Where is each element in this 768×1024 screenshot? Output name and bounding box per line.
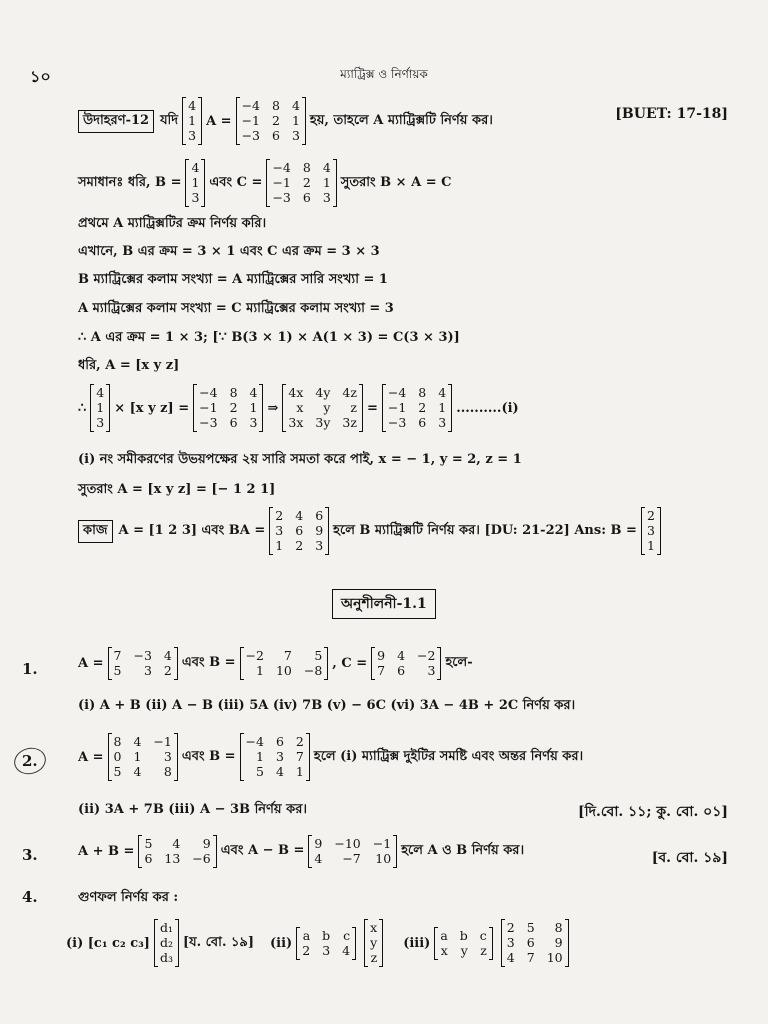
- q1-c-matrix: [371, 648, 441, 679]
- q3-ebong: এবং A − B =: [220, 843, 305, 858]
- q4-p2-matrix-cell: c: [343, 927, 351, 943]
- q2-a-matrix-cell: −1: [153, 734, 172, 749]
- q4-p3-matrix-cell: x: [440, 942, 448, 958]
- line-1: প্রথমে A ম্যাট্রিক্সটির ক্রম নির্ণয় করি।: [78, 216, 267, 231]
- eq-c2-matrix-cell: −4: [387, 385, 407, 400]
- q4-p3-n-matrix-cell: 3: [506, 935, 515, 950]
- result-line-1: (i) নং সমীকরণের উভয়পক্ষের ২য় সারি সমতা করে পাই, x = − 1, y = 2, z = 1: [78, 452, 522, 467]
- q4-parts-line: [66, 920, 573, 966]
- eq-c2-matrix-cell: −1: [387, 400, 407, 415]
- eq-product-matrix-cell: 4z: [342, 385, 357, 400]
- q4-p2-col-matrix-cell: y: [370, 935, 378, 950]
- q1-a-matrix-cell: 4: [163, 648, 172, 663]
- q4-title: গুণফল নির্ণয় কর :: [78, 890, 179, 905]
- solution-c-matrix-cell: 1: [322, 175, 331, 190]
- q2-a-matrix-cell: 1: [133, 749, 142, 764]
- q4-p3-n-matrix-cell: 6: [526, 935, 535, 950]
- solution-b-matrix-cell: 3: [191, 190, 200, 205]
- q4-p3-n-matrix-cell: 9: [554, 935, 563, 950]
- q1-b-matrix-cell: −8: [303, 663, 323, 678]
- line-5: ∴ A এর ক্রম = 1 × 3; [∵ B(3 × 1) × A(1 × 3) = C(3 × 3)]: [78, 330, 460, 345]
- q2-a-matrix-cell: 8: [163, 764, 172, 779]
- eq-product-matrix-cell: 3z: [342, 415, 357, 430]
- line-3: B ম্যাট্রিক্সের কলাম সংখ্যা = A ম্যাট্রিক্সের সারি সংখ্যা = 1: [78, 272, 388, 287]
- q4-p3-n-matrix-cell: 4: [506, 950, 515, 965]
- q2-ebong-b: এবং B =: [181, 748, 236, 764]
- eq-c2-matrix: [382, 385, 452, 431]
- page-number: ১০: [30, 67, 51, 86]
- q4-p3-n-matrix: [501, 920, 569, 966]
- q2-number: 2.: [22, 752, 38, 770]
- solution-b-matrix: [185, 160, 205, 206]
- kaj-ba-matrix-cell: 9: [315, 523, 324, 538]
- q3-line: [78, 836, 524, 867]
- example-rhs-matrix-cell: 6: [272, 128, 280, 143]
- kaj-ba-matrix-cell: 2: [295, 538, 304, 553]
- q2-a-matrix-cell: 3: [163, 749, 172, 764]
- q3-number: 3.: [22, 846, 38, 864]
- q3-diff-matrix-cell: −10: [334, 836, 361, 851]
- q3-source: [ব. বো. ১৯]: [651, 850, 728, 866]
- kaj-line: [78, 508, 665, 554]
- eq-c-matrix-cell: 6: [229, 415, 238, 430]
- q1-number: 1.: [22, 660, 38, 678]
- q3-diff-matrix-cell: 10: [375, 851, 392, 866]
- q2-a-matrix-cell: 4: [133, 734, 142, 749]
- q4-p1-col-matrix-cell: d₂: [159, 935, 173, 950]
- line-2: এখানে, B এর ক্রম = 3 × 1 এবং C এর ক্রম = 3 × 3: [78, 244, 380, 259]
- solution-head: সমাধানঃ ধরি, B =: [78, 174, 182, 190]
- example-col-matrix: [182, 98, 202, 144]
- q1-hole: হলে-: [445, 655, 473, 670]
- eq-product-matrix-cell: z: [350, 400, 357, 415]
- q2-b-matrix-cell: 6: [275, 734, 284, 749]
- q4-p1-col-matrix-cell: d₃: [159, 950, 173, 965]
- q4-p2-matrix-cell: 2: [302, 942, 311, 958]
- q2-b-matrix-cell: 1: [256, 749, 264, 764]
- eq-product-matrix-cell: 4y: [315, 385, 331, 400]
- q4-p2-matrix-cell: b: [322, 927, 331, 943]
- q4-p3-n-matrix-cell: 5: [526, 920, 535, 935]
- q4-p3-matrix-cell: y: [460, 942, 468, 958]
- eq-c-matrix: [193, 385, 263, 431]
- kaj-ba-matrix-cell: 4: [295, 508, 304, 523]
- q1-c-matrix-cell: 3: [427, 663, 436, 678]
- example-rhs-matrix-cell: −1: [241, 113, 261, 128]
- eq-c-matrix-cell: −3: [199, 415, 218, 430]
- q3-diff-matrix-cell: −1: [372, 836, 392, 851]
- solution-sutorang: সুতরাং B × A = C: [340, 174, 452, 190]
- page-header: ম্যাট্রিক্স ও নির্ণায়ক: [340, 67, 428, 81]
- eq-product-matrix-cell: x: [296, 400, 304, 415]
- eq-c-matrix-cell: 4: [249, 385, 258, 400]
- q3-sum-matrix: [138, 836, 216, 867]
- kaj-ba-matrix-cell: 2: [275, 508, 284, 523]
- q1-a-eq: A =: [78, 656, 104, 671]
- q4-p2-col-matrix-cell: z: [370, 950, 378, 965]
- q1-a-matrix-cell: 3: [143, 663, 152, 678]
- eq-c-matrix-cell: −1: [199, 400, 218, 415]
- line-4: A ম্যাট্রিক্সের কলাম সংখ্যা = C ম্যাট্রিক্সের কলাম সংখ্যা = 3: [78, 301, 394, 316]
- q2-b-matrix-cell: 4: [275, 764, 284, 779]
- kaj-ba-matrix-cell: 3: [275, 523, 284, 538]
- q4-p1-source: [য. বো. ১৯]: [182, 934, 255, 950]
- q2-a-matrix-cell: 0: [113, 749, 122, 764]
- q4-p3-n-matrix-cell: 10: [546, 950, 563, 965]
- q2-b-matrix: [240, 734, 310, 780]
- eq-c2-matrix-cell: 2: [418, 400, 427, 415]
- q3-sum: A + B =: [78, 844, 135, 859]
- q3-diff-matrix-cell: 4: [314, 851, 323, 866]
- q2-b-matrix-cell: 5: [256, 764, 264, 779]
- q2-a-matrix-cell: 5: [113, 764, 122, 779]
- kaj-ans-matrix-cell: 3: [646, 523, 655, 538]
- q4-p3-matrix-cell: b: [459, 927, 468, 943]
- solution-c-matrix-cell: −1: [272, 175, 291, 190]
- q3-sum-matrix-cell: 9: [202, 836, 211, 851]
- example-rhs-matrix-cell: 1: [291, 113, 300, 128]
- q1-a-matrix: [108, 648, 178, 679]
- eq-c2-matrix-cell: −3: [387, 415, 407, 430]
- eq-implies: ⇒: [267, 400, 279, 416]
- q4-p2-col-matrix-cell: x: [370, 920, 378, 935]
- q2-b-matrix-cell: 2: [295, 734, 304, 749]
- solution-c-matrix-cell: 2: [302, 175, 311, 190]
- q1-b-matrix-cell: 7: [283, 648, 292, 663]
- q4-p3-n-matrix-cell: 8: [554, 920, 563, 935]
- kaj-ba-matrix-cell: 6: [295, 523, 304, 538]
- q2-source: [দি.বো. ১১; কু. বো. ০১]: [578, 804, 728, 820]
- example-col-matrix-cell: 1: [188, 113, 197, 128]
- eq-product-matrix-cell: y: [323, 400, 331, 415]
- line-6: ধরি, A = [x y z]: [78, 358, 180, 373]
- q1-c-matrix-cell: 4: [397, 648, 406, 663]
- q3-sum-matrix-cell: 4: [172, 836, 181, 851]
- eq-times: × [x y z] =: [114, 400, 190, 416]
- eq-c2-matrix-cell: 8: [418, 385, 427, 400]
- q4-p3-matrix-cell: z: [480, 942, 487, 958]
- eq-c2-matrix-cell: 4: [438, 385, 447, 400]
- kaj-ans-matrix-cell: 2: [646, 508, 655, 523]
- q4-p1-col-matrix: [154, 920, 179, 966]
- kaj-ans-matrix: [641, 508, 661, 554]
- example-label: উদাহরণ-12: [78, 110, 154, 133]
- q2-b-matrix-cell: 1: [295, 764, 304, 779]
- q4-number: 4.: [22, 888, 38, 906]
- kaj-label: কাজ: [78, 520, 113, 543]
- q3-diff-matrix: [308, 836, 397, 867]
- example-rhs-matrix-cell: 2: [272, 113, 280, 128]
- q1-line: [78, 648, 473, 679]
- eq-product-matrix-cell: 3x: [288, 415, 304, 430]
- kaj-ba-matrix-cell: 1: [275, 538, 284, 553]
- q4-p2-matrix-cell: 3: [322, 942, 331, 958]
- kaj-ans-matrix-cell: 1: [646, 538, 655, 553]
- q1-a-matrix-cell: 2: [163, 663, 172, 678]
- eq-c2-matrix-cell: 6: [418, 415, 427, 430]
- solution-c-matrix-cell: 6: [302, 190, 311, 205]
- solution-c-matrix-cell: −4: [272, 160, 291, 175]
- eq-c-matrix-cell: 8: [229, 385, 238, 400]
- q2-b-matrix-cell: 7: [295, 749, 304, 764]
- eq-c-matrix-cell: 2: [229, 400, 238, 415]
- q3-text: হলে A ও B নির্ণয় কর।: [401, 843, 525, 858]
- q1-c-matrix-cell: 7: [377, 663, 386, 678]
- solution-b-matrix-cell: 4: [191, 160, 200, 175]
- q4-p3-n-matrix-cell: 7: [526, 950, 535, 965]
- q4-p2-matrix-cell: 4: [342, 942, 351, 958]
- example-tail: হয়, তাহলে A ম্যাট্রিক্সটি নির্ণয় কর।: [309, 112, 493, 128]
- kaj-text-2: হলে B ম্যাট্রিক্সটি নির্ণয় কর। [DU: 21-22] Ans: B =: [333, 522, 637, 538]
- solution-c-matrix: [266, 160, 336, 206]
- kaj-ba-matrix-cell: 6: [315, 508, 324, 523]
- solution-c-matrix-cell: 3: [322, 190, 331, 205]
- example-rhs-matrix-cell: 4: [291, 98, 300, 113]
- eq-c2-matrix-cell: 3: [438, 415, 447, 430]
- q4-p2-col-matrix: [364, 920, 383, 966]
- q4-p2: (ii): [270, 935, 293, 951]
- example-rhs-matrix: [236, 98, 306, 144]
- eq-col-matrix-cell: 3: [96, 415, 105, 430]
- q2-parts: (ii) 3A + 7B (iii) A − 3B নির্ণয় কর।: [78, 802, 307, 817]
- q1-b-matrix-cell: 10: [275, 663, 292, 678]
- q1-b-matrix-cell: 1: [256, 663, 264, 678]
- q3-sum-matrix-cell: 13: [164, 851, 181, 866]
- eq-c2-matrix-cell: 1: [438, 400, 447, 415]
- eq-c-matrix-cell: −4: [199, 385, 218, 400]
- q3-diff-matrix-cell: −7: [342, 851, 361, 866]
- q2-a-matrix-cell: 4: [133, 764, 142, 779]
- eq-product-matrix: [282, 385, 363, 431]
- q1-c-matrix-cell: 9: [377, 648, 386, 663]
- q3-diff-matrix-cell: 9: [314, 836, 323, 851]
- q4-p3: (iii): [403, 935, 431, 951]
- q4-p3-matrix-cell: a: [440, 927, 448, 943]
- q4-p3-matrix-cell: c: [479, 927, 487, 943]
- solution-b-matrix-cell: 1: [191, 175, 200, 190]
- eq-c-matrix-cell: 1: [249, 400, 258, 415]
- q2-b-matrix-cell: −4: [245, 734, 264, 749]
- q3-sum-matrix-cell: −6: [192, 851, 211, 866]
- q2-a-eq: A =: [78, 749, 104, 765]
- q4-p3-matrix: [434, 928, 492, 959]
- section-title: অনুশীলনী-1.1: [332, 589, 436, 619]
- example-source: [BUET: 17-18]: [615, 106, 728, 122]
- eq-c-matrix-cell: 3: [249, 415, 258, 430]
- q1-c-matrix-cell: 6: [397, 663, 406, 678]
- q4-p2-matrix-cell: a: [302, 927, 311, 943]
- solution-c-matrix-cell: −3: [272, 190, 291, 205]
- result-line-2: সুতরাং A = [x y z] = [− 1 2 1]: [78, 482, 276, 497]
- q1-parts: (i) A + B (ii) A − B (iii) 5A (iv) 7B (v) − 6C (vi) 3A − 4B + 2C নির্ণয় কর।: [78, 698, 576, 713]
- solution-c-matrix-cell: 4: [322, 160, 331, 175]
- equation-line: [78, 385, 519, 431]
- q2-text: হলে (i) ম্যাট্রিক্স দুইটির সমষ্টি এবং অন্তর নির্ণয় কর।: [313, 748, 584, 764]
- q3-sum-matrix-cell: 5: [144, 836, 153, 851]
- q1-a-matrix-cell: −3: [133, 648, 152, 663]
- q1-b-matrix-cell: −2: [245, 648, 264, 663]
- q1-b-matrix: [240, 648, 329, 679]
- example-rhs-matrix-cell: 8: [272, 98, 280, 113]
- solution-c-matrix-cell: 8: [302, 160, 311, 175]
- q4-p1: (i) [c₁ c₂ c₃]: [66, 935, 150, 951]
- eq-col-matrix: [90, 385, 110, 431]
- eq-product-matrix-cell: 4x: [288, 385, 304, 400]
- q1-a-matrix-cell: 7: [113, 648, 122, 663]
- eq-product-matrix-cell: 3y: [315, 415, 331, 430]
- solution-line: [78, 160, 451, 206]
- example-col-matrix-cell: 3: [188, 128, 197, 143]
- q1-a-matrix-cell: 5: [113, 663, 122, 678]
- example-jodi: যদি: [160, 112, 179, 128]
- eq-equals: =: [366, 400, 378, 416]
- q4-p1-col-matrix-cell: d₁: [159, 920, 173, 935]
- eq-col-matrix-cell: 4: [96, 385, 105, 400]
- q3-sum-matrix-cell: 6: [144, 851, 153, 866]
- q1-c-matrix-cell: −2: [417, 648, 436, 663]
- example-line: [78, 98, 493, 144]
- q1-b-matrix-cell: 5: [314, 648, 323, 663]
- q2-a-matrix: [108, 734, 178, 780]
- q4-p2-matrix: [296, 928, 356, 959]
- q1-ebong-b: এবং B =: [181, 655, 236, 670]
- example-rhs-matrix-cell: −3: [241, 128, 261, 143]
- example-rhs-matrix-cell: −4: [241, 98, 261, 113]
- q2-line: [78, 734, 583, 780]
- eq-therefore: ∴: [78, 400, 87, 416]
- kaj-ba-matrix-cell: 3: [315, 538, 324, 553]
- solution-ebong-c: এবং C =: [209, 174, 263, 190]
- q4-p3-n-matrix-cell: 2: [506, 920, 515, 935]
- example-rhs-matrix-cell: 3: [291, 128, 300, 143]
- q2-b-matrix-cell: 3: [275, 749, 284, 764]
- q2-a-matrix-cell: 8: [113, 734, 122, 749]
- example-a-eq: A =: [206, 113, 232, 129]
- q1-c-eq: , C =: [332, 656, 368, 671]
- kaj-text-1: A = [1 2 3] এবং BA =: [118, 522, 266, 538]
- eq-col-matrix-cell: 1: [96, 400, 105, 415]
- eq-tag: ..........(i): [456, 400, 519, 416]
- kaj-ba-matrix: [269, 508, 329, 554]
- example-col-matrix-cell: 4: [188, 98, 197, 113]
